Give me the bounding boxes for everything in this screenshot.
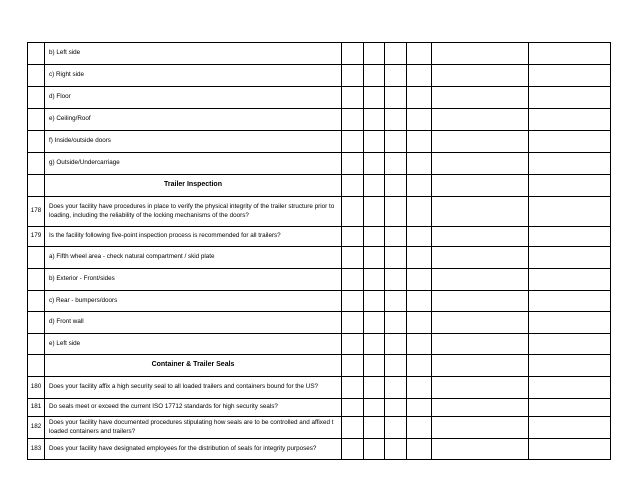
response-cell[interactable] [385,417,407,439]
response-cell[interactable] [529,334,611,355]
response-cell[interactable] [385,175,407,197]
response-cell[interactable] [432,43,529,65]
table-row [28,65,611,87]
response-cell[interactable] [364,417,385,439]
table-row [28,247,611,269]
response-cell[interactable] [529,153,611,175]
item-description: Does your facility have documented procedures stipulating how seals are to be controlled and affixed t loaded containers and trailers? [45,417,342,439]
item-number: 181 [28,399,45,417]
response-cell[interactable] [407,227,432,247]
response-cell[interactable] [364,175,385,197]
response-cell[interactable] [342,355,364,377]
table-row [28,377,611,399]
item-description: b) Left side [45,43,342,65]
response-cell[interactable] [385,153,407,175]
response-cell[interactable] [432,65,529,87]
response-cell[interactable] [407,312,432,334]
response-cell[interactable] [385,355,407,377]
response-cell[interactable] [342,377,364,399]
item-description: a) Fifth wheel area - check natural compartment / skid plate [45,247,342,269]
response-cell[interactable] [432,109,529,131]
table-row [28,417,611,439]
response-cell[interactable] [385,197,407,227]
response-cell[interactable] [342,334,364,355]
response-cell[interactable] [432,269,529,291]
item-number [28,312,45,334]
response-cell[interactable] [385,334,407,355]
response-cell[interactable] [364,355,385,377]
response-cell[interactable] [385,377,407,399]
checklist-table [27,42,611,460]
response-cell[interactable] [407,65,432,87]
response-cell[interactable] [432,439,529,460]
item-description: Does your facility have procedures in place to verify the physical integrity of the trailer structure prior to loading, including the reliability of the locking mechanisms of the doors? [45,197,342,227]
response-cell[interactable] [342,109,364,131]
response-cell[interactable] [385,247,407,269]
response-cell[interactable] [529,247,611,269]
item-number [28,65,45,87]
table-row [28,399,611,417]
table-row [28,439,611,460]
response-cell[interactable] [407,417,432,439]
response-cell[interactable] [342,65,364,87]
response-cell[interactable] [342,175,364,197]
response-cell[interactable] [529,417,611,439]
item-description: Is the facility following five-point inspection process is recommended for all trailers? [45,227,342,247]
table-row [28,197,611,227]
response-cell[interactable] [364,269,385,291]
response-cell[interactable] [342,312,364,334]
response-cell[interactable] [529,87,611,109]
response-cell[interactable] [342,291,364,312]
response-cell[interactable] [342,269,364,291]
response-cell[interactable] [342,247,364,269]
item-description: f) Inside/outside doors [45,131,342,153]
response-cell[interactable] [529,312,611,334]
item-number [28,247,45,269]
response-cell[interactable] [432,175,529,197]
response-cell[interactable] [385,43,407,65]
item-description: c) Right side [45,65,342,87]
item-number [28,355,45,377]
item-description: Does your facility have designated employees for the distribution of seals for integrity purposes? [45,439,342,460]
response-cell[interactable] [432,334,529,355]
response-cell[interactable] [342,439,364,460]
response-cell[interactable] [407,334,432,355]
item-number [28,291,45,312]
item-number: 179 [28,227,45,247]
response-cell[interactable] [529,109,611,131]
response-cell[interactable] [342,87,364,109]
item-number [28,87,45,109]
response-cell[interactable] [407,43,432,65]
response-cell[interactable] [407,399,432,417]
response-cell[interactable] [407,377,432,399]
response-cell[interactable] [364,131,385,153]
response-cell[interactable] [364,439,385,460]
item-number [28,43,45,65]
response-cell[interactable] [364,87,385,109]
response-cell[interactable] [432,417,529,439]
response-cell[interactable] [342,43,364,65]
response-cell[interactable] [364,399,385,417]
response-cell[interactable] [342,227,364,247]
response-cell[interactable] [529,399,611,417]
item-number: 180 [28,377,45,399]
item-description: e) Left side [45,334,342,355]
response-cell[interactable] [364,153,385,175]
item-description: d) Floor [45,87,342,109]
item-number: 182 [28,417,45,439]
response-cell[interactable] [385,87,407,109]
response-cell[interactable] [385,312,407,334]
response-cell[interactable] [529,377,611,399]
response-cell[interactable] [432,153,529,175]
table-row [28,269,611,291]
response-cell[interactable] [364,197,385,227]
response-cell[interactable] [364,291,385,312]
response-cell[interactable] [407,87,432,109]
response-cell[interactable] [385,439,407,460]
response-cell[interactable] [364,334,385,355]
response-cell[interactable] [342,399,364,417]
table-row [28,43,611,65]
response-cell[interactable] [407,439,432,460]
response-cell[interactable] [364,109,385,131]
response-cell[interactable] [385,131,407,153]
section-row [28,355,611,377]
response-cell[interactable] [432,197,529,227]
section-title: Container & Trailer Seals [45,355,342,377]
item-description: d) Front wall [45,312,342,334]
table-row [28,227,611,247]
response-cell[interactable] [529,43,611,65]
response-cell[interactable] [342,131,364,153]
response-cell[interactable] [364,65,385,87]
response-cell[interactable] [529,227,611,247]
response-cell[interactable] [432,399,529,417]
response-cell[interactable] [385,227,407,247]
item-number: 178 [28,197,45,227]
response-cell[interactable] [432,227,529,247]
response-cell[interactable] [364,247,385,269]
table-row [28,334,611,355]
item-description: Do seals meet or exceed the current ISO 17712 standards for high security seals? [45,399,342,417]
response-cell[interactable] [529,197,611,227]
response-cell[interactable] [432,131,529,153]
response-cell[interactable] [364,312,385,334]
table-row [28,312,611,334]
item-number [28,334,45,355]
response-cell[interactable] [432,291,529,312]
item-description: g) Outside/Undercarriage [45,153,342,175]
response-cell[interactable] [432,355,529,377]
response-cell[interactable] [529,269,611,291]
response-cell[interactable] [432,87,529,109]
response-cell[interactable] [385,65,407,87]
response-cell[interactable] [529,291,611,312]
response-cell[interactable] [407,109,432,131]
section-title: Trailer Inspection [45,175,342,197]
table-row [28,87,611,109]
table-row [28,291,611,312]
response-cell[interactable] [385,291,407,312]
response-cell[interactable] [407,291,432,312]
response-cell[interactable] [407,355,432,377]
item-description: b) Exterior - Front/sides [45,269,342,291]
response-cell[interactable] [385,399,407,417]
item-number [28,131,45,153]
table-row [28,153,611,175]
response-cell[interactable] [529,175,611,197]
response-cell[interactable] [364,227,385,247]
response-cell[interactable] [407,269,432,291]
response-cell[interactable] [407,153,432,175]
response-cell[interactable] [432,312,529,334]
item-description: e) Ceiling/Roof [45,109,342,131]
response-cell[interactable] [364,43,385,65]
response-cell[interactable] [407,197,432,227]
response-cell[interactable] [342,153,364,175]
response-cell[interactable] [342,417,364,439]
item-number: 183 [28,439,45,460]
response-cell[interactable] [364,377,385,399]
response-cell[interactable] [529,131,611,153]
item-number [28,269,45,291]
response-cell[interactable] [529,439,611,460]
response-cell[interactable] [432,377,529,399]
item-number [28,109,45,131]
table-row [28,131,611,153]
response-cell[interactable] [385,109,407,131]
response-cell[interactable] [385,269,407,291]
response-cell[interactable] [407,131,432,153]
response-cell[interactable] [529,65,611,87]
item-number [28,175,45,197]
item-description: Does your facility affix a high security seal to all loaded trailers and containers bound for the US? [45,377,342,399]
response-cell[interactable] [407,175,432,197]
response-cell[interactable] [407,247,432,269]
response-cell[interactable] [342,197,364,227]
table-row [28,109,611,131]
response-cell[interactable] [432,247,529,269]
response-cell[interactable] [529,355,611,377]
section-row [28,175,611,197]
item-description: c) Rear - bumpers/doors [45,291,342,312]
item-number [28,153,45,175]
